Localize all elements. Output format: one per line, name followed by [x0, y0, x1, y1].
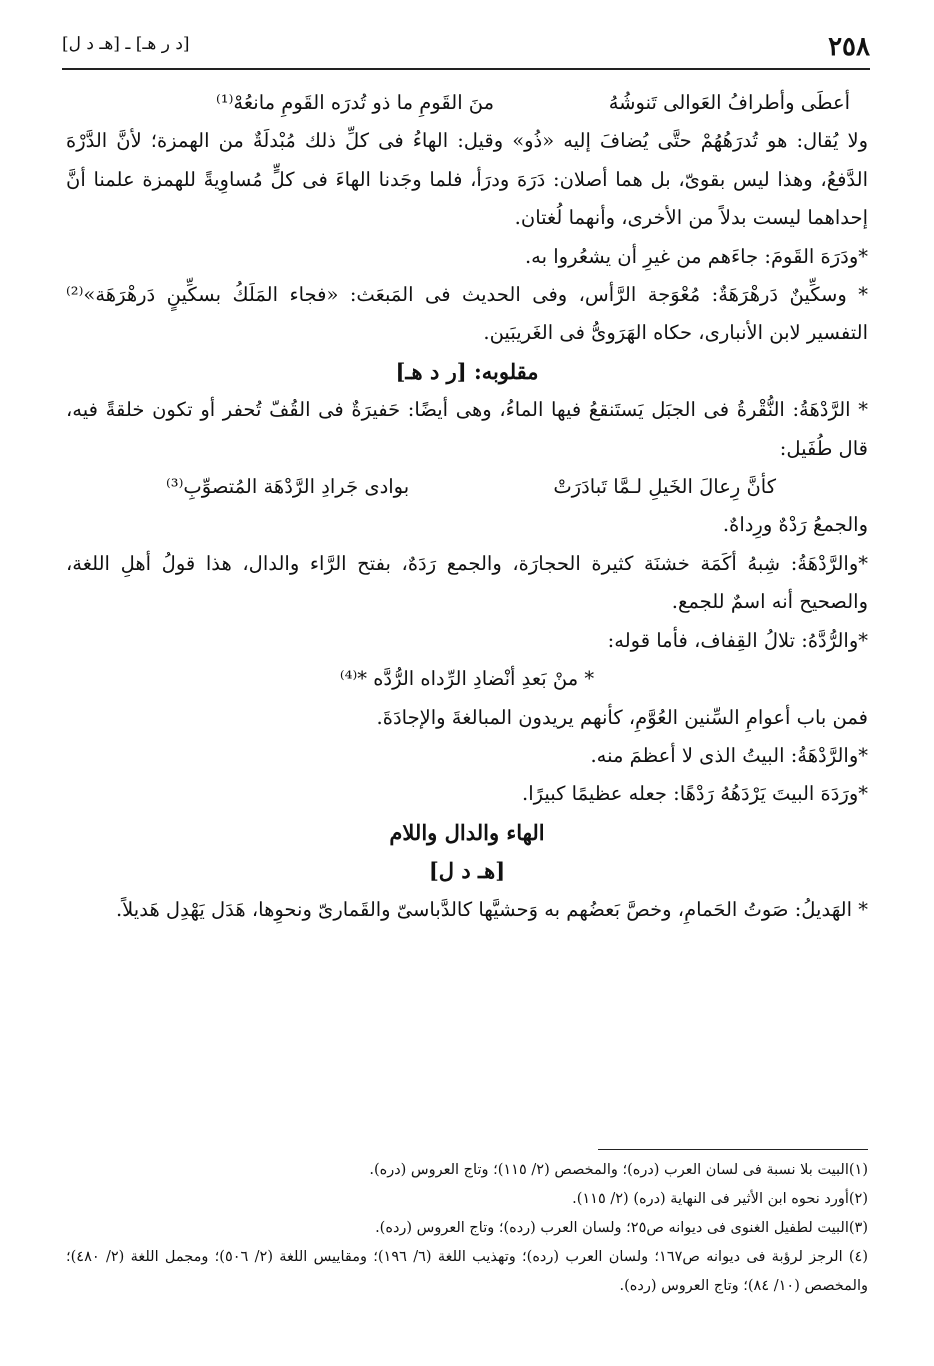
footnote: (١)البيت بلا نسبة فى لسان العرب (دره)؛ والمخصص (٢/ ١١٥)؛ وتاج العروس (دره). [369, 1162, 868, 1178]
verse-hemistich-first: كأنَّ رِعالَ الخَيلِ لـمَّا تَبادَرَتْ [553, 475, 776, 499]
chapter-heading: الهاء والدال واللام [389, 819, 545, 845]
paragraph: * الهَديلُ: صَوتُ الحَمامِ، وخصَّ بَعضُهم به وَحشيَّها كالدَّباسىّ والقَمارىّ ونحوِها، هَدَل يَهْدِل هَديلاً. [115, 897, 868, 921]
root-heading: [هـ د ل] [428, 858, 506, 884]
paragraph: فمن باب أعوامِ السِّنين العُوَّمِ، كأنهم يريدون المبالغةَ والإجادَةَ. [376, 705, 868, 729]
paragraph: *والرُّدَّهُ: تلالُ القِفاف، فأما قوله: [607, 628, 868, 652]
verse-hemistich-first: أعطَى وأطرافُ العَوالى تَنوشُهُ [608, 91, 850, 114]
footnote: (٢)أورد نحوه ابن الأثير فى النهاية (دره) (٢/ ١١٥). [572, 1191, 868, 1207]
paragraph: ولا يُقال: هو تُدرَهُهُمْ حتَّى يُضافَ إليه «ذُو» وقيل: الهاءُ فى كلِّ ذلك مُبْدلَةٌ من الهمزة؛ لأنَّ الدَّرْهَ الدَّفعُ، وهذا ليس بقوىّ، بل هما أصلان: دَرَهَ ودرَأ، فلما وجَدنا الهاءَ فى كلٍّ مُساوِيةً للهمزة علمنا أنَّ إحداهما ليست بدلاً من الأخرى، وأنهما لُغتان. [66, 129, 868, 230]
paragraph: *ودَرَهَ القَومَ: جاءَهم من غيرِ أن يشعُروا به. [524, 244, 868, 268]
footnote: (٤) الرجز لرؤبة فى ديوانه ص١٦٧؛ ولسان العرب (رده)؛ وتهذيب اللغة (٦/ ١٩٦)؛ ومقاييس اللغة (٢/ ٥٠٦)؛ ومجمل اللغة (٢/ ٤٨٠)؛ والمخصص (١٠/ ٨٤)؛ وتاج العروس (رده). [66, 1249, 869, 1294]
paragraph: * الرَّدْهَةُ: النُّقْرةُ فى الجبَل يَستَنقعُ فيها الماءُ، وهى أيضًا: حَفيرَةٌ فى القُفّ تُحفر أو تكون خلقةً فيه، قال طُفَيل: [66, 398, 868, 460]
verse-line [66, 468, 868, 506]
header-rule [62, 68, 870, 70]
paragraph: *والرَّدْهَةُ: شِبهُ أكَمَة خشنَة كثيرة الحجارَة، والجمع رَدَهٌ، بفتح الرَّاء والدال، هذا قولُ أهلِ اللغة، والصحيح أنه اسمٌ للجمع. [66, 551, 868, 614]
page-header [62, 30, 870, 66]
page-number: ٢٥٨ [828, 32, 870, 62]
footnote-rule [598, 1149, 868, 1150]
main-text [66, 84, 868, 929]
verse-line [66, 84, 868, 122]
verse-hemistich-second: بوادى جَرادِ الرَّدْهَة المُتصوِّبِ⁽³⁾ [166, 475, 410, 499]
paragraph: *ورَدَهَ البيتَ يَرْدَهُهُ رَدْهًا: جعله عظيمًا كبيرًا. [522, 782, 868, 806]
verse-hemistich-second: منَ القَومِ ما ذو تُدرَه القَومِ مانعُهْ⁽¹⁾ [216, 91, 495, 114]
paragraph: *والرَّدْهَةُ: البيتُ الذى لا أعظمَ منه. [590, 743, 868, 767]
paragraph: * وسكِّينٌ دَرهْرَهَةٌ: مُعْوَجة الرَّأس، وفى الحديث فى المَبعَث: «فجاء المَلَكُ بسكِّينٍ دَرهْرَهَة»⁽²⁾ التفسير لابن الأنبارى، حكاه الهَرَوىُّ فى الغَريبَين. [66, 283, 868, 345]
footnote: (٣)البيت لطفيل الغنوى فى ديوانه ص٢٥؛ ولسان العرب (رده)؛ وتاج العروس (رده). [375, 1220, 868, 1236]
rajaz-verse: * منْ بَعدِ أنْضادِ الرِّداه الرُّدَّه *⁽⁴⁾ [339, 667, 595, 691]
paragraph: والجمعُ رَدْهٌ ورِداهٌ. [722, 513, 868, 537]
section-heading: مقلوبه: [ر د هـ] [395, 358, 539, 384]
footnotes [66, 1156, 868, 1301]
running-head: [د ر هـ] ـ [هـ د ل] [62, 34, 190, 54]
